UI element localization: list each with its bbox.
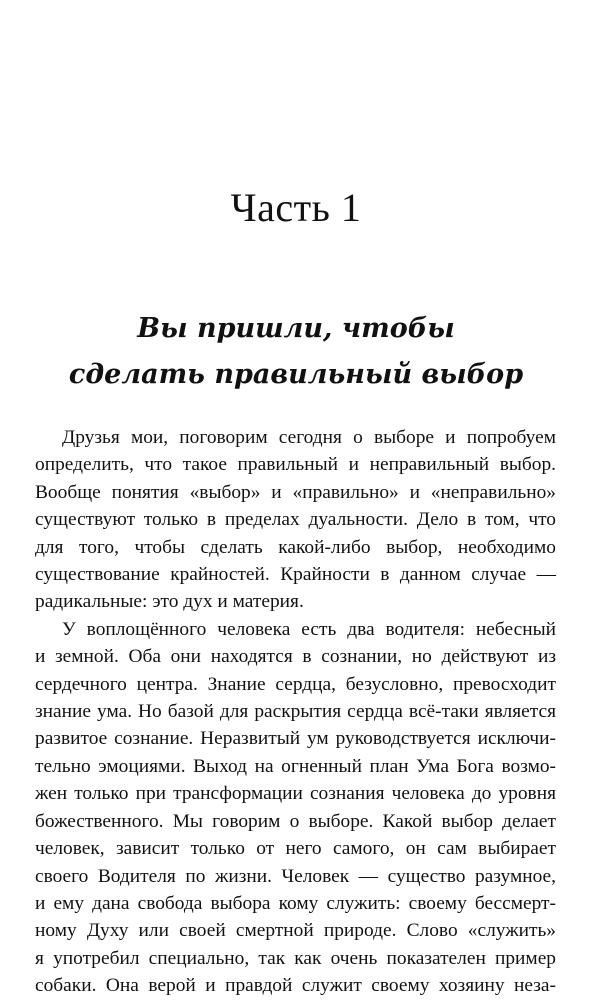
text-line: развитое сознание. Неразвитый ум руководствуется исключи- (35, 728, 556, 750)
text-line: определить, что такое правильный и неправильный выбор. (35, 454, 556, 476)
text-line: человек, зависит только от него самого, он сам выбирает (35, 838, 556, 860)
text-line: существуют только в пределах дуальности. Дело в том, что (35, 509, 556, 531)
text-line: для того, чтобы сделать какой-либо выбор, необходимо (35, 536, 556, 558)
text-line: жен только при трансформации сознания человека до уровня (35, 783, 556, 805)
text-line: сердечного центра. Знание сердца, безусловно, превосходит (35, 673, 556, 695)
text-line: Вообще понятия «выбор» и «правильно» и «неправильно» (35, 481, 556, 503)
text-line: радикальные: это дух и материя. (35, 591, 304, 613)
chapter-title-line-1: Вы пришли, чтобы (137, 313, 455, 344)
text-line: тельно эмоциями. Выход на огненный план Ума Бога возмо- (35, 755, 556, 777)
chapter-title-line-2: сделать правильный выбор (68, 359, 524, 390)
body-text (35, 424, 556, 1000)
text-line: и ему дана свобода выбора кому служить: своему бессмерт- (35, 892, 556, 914)
text-line: У воплощённого человека есть два водителя: небесный (62, 618, 556, 640)
text-line: существование крайностей. Крайности в данном случае — (35, 564, 556, 586)
text-line: знание ума. Но базой для раскрытия сердца всё-таки является (35, 701, 556, 723)
text-line: я употребил специально, так как очень показателен пример (35, 947, 556, 969)
text-line: и земной. Оба они находятся в сознании, но действуют из (35, 646, 556, 668)
text-line: своего Водителя по жизни. Человек — существо разумное, (35, 865, 556, 887)
part-title: Часть 1 (230, 185, 362, 230)
text-line: собаки. Она верой и правдой служит своему хозяину неза- (35, 975, 556, 997)
text-line: ному Духу или своей смертной природе. Слово «служить» (35, 920, 556, 942)
text-line: божественного. Мы говорим о выборе. Какой выбор делает (35, 810, 556, 832)
text-line: Друзья мои, поговорим сегодня о выборе и попробуем (62, 427, 556, 448)
chapter-title (0, 306, 592, 398)
